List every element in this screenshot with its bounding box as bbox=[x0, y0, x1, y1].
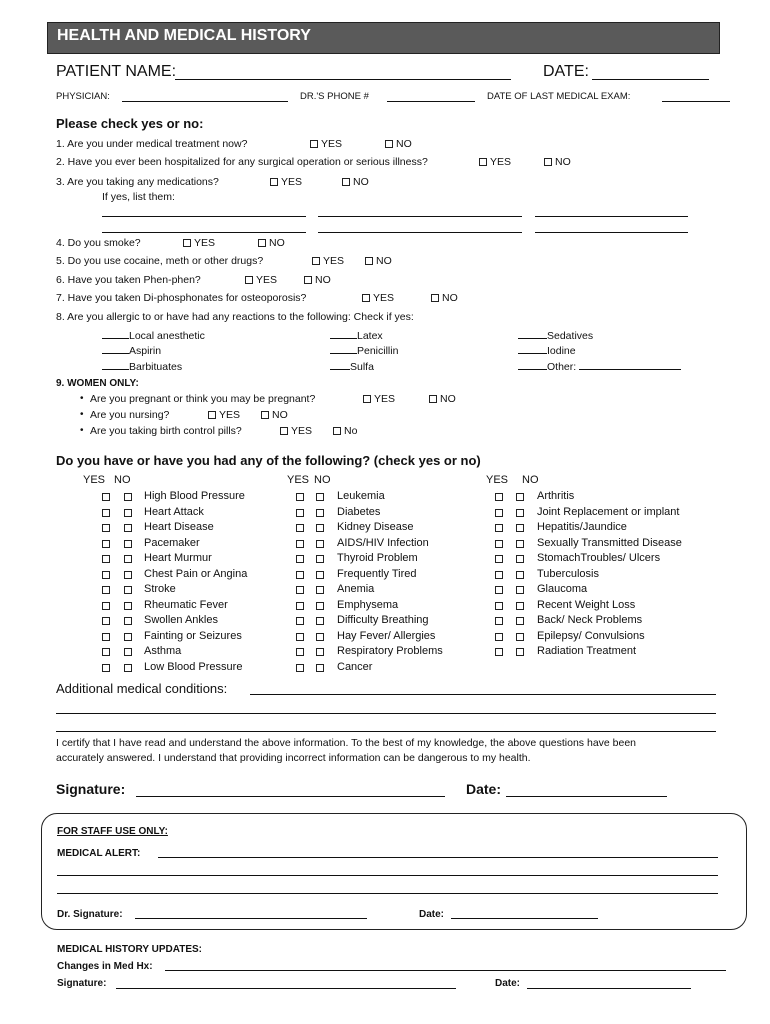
medication-field[interactable] bbox=[318, 216, 522, 217]
question-pregnant: Are you pregnant or think you may be pregnant? bbox=[90, 393, 316, 405]
additional-field[interactable] bbox=[250, 694, 716, 695]
staff-date-label: Date: bbox=[419, 909, 445, 920]
condition-yes-checkbox[interactable] bbox=[296, 540, 304, 548]
condition-yes-checkbox[interactable] bbox=[102, 540, 110, 548]
condition-label: Heart Murmur bbox=[144, 552, 212, 564]
update-signature-label: Signature: bbox=[57, 978, 107, 989]
condition-label: Tuberculosis bbox=[537, 567, 599, 580]
condition-label: Arthritis bbox=[537, 490, 575, 502]
condition-yes-checkbox[interactable] bbox=[495, 540, 503, 548]
q2-yes[interactable]: YES bbox=[479, 156, 511, 168]
birth-control-yes[interactable]: YES bbox=[280, 425, 312, 437]
condition-no-checkbox[interactable] bbox=[124, 633, 132, 641]
condition-no-checkbox[interactable] bbox=[516, 524, 524, 532]
bullet-icon: • bbox=[80, 393, 84, 404]
condition-label: Respiratory Problems bbox=[337, 645, 443, 657]
condition-label: Sexually Transmitted Disease bbox=[537, 536, 682, 549]
checkbox-icon bbox=[304, 276, 312, 284]
col3-no-header: NO bbox=[522, 474, 539, 486]
checkbox-icon bbox=[342, 178, 350, 186]
condition-label: High Blood Pressure bbox=[144, 490, 245, 502]
dr-phone-label: DR.'S PHONE # bbox=[300, 91, 369, 102]
date-label: DATE: bbox=[543, 63, 589, 80]
condition-label: Back/ Neck Problems bbox=[537, 614, 643, 626]
checkbox-icon bbox=[261, 411, 269, 419]
condition-label: Joint Replacement or implant bbox=[537, 505, 680, 518]
staff-heading: FOR STAFF USE ONLY: bbox=[57, 826, 168, 837]
allergy-latex[interactable]: Latex bbox=[330, 330, 383, 342]
patient-name-label: PATIENT NAME: bbox=[56, 63, 177, 80]
condition-label: Asthma bbox=[144, 645, 182, 657]
col3-yes-header: YES bbox=[486, 474, 509, 486]
checkbox-icon bbox=[365, 257, 373, 265]
checkbox-icon bbox=[312, 257, 320, 265]
condition-yes-checkbox[interactable] bbox=[102, 509, 110, 517]
dr-phone-field[interactable] bbox=[387, 101, 475, 102]
condition-label: Kidney Disease bbox=[337, 521, 414, 533]
condition-no-checkbox[interactable] bbox=[124, 509, 132, 517]
allergy-penicillin[interactable]: Penicillin bbox=[330, 345, 398, 357]
medication-field[interactable] bbox=[102, 232, 306, 233]
checkbox-icon bbox=[362, 294, 370, 302]
condition-label: Rheumatic Fever bbox=[144, 598, 228, 611]
q4-no[interactable]: NO bbox=[258, 237, 285, 249]
allergy-other[interactable]: Other: bbox=[518, 361, 681, 373]
condition-label: Diabetes bbox=[337, 505, 381, 518]
condition-label: Fainting or Seizures bbox=[144, 629, 242, 642]
checkbox-icon bbox=[245, 276, 253, 284]
question-2: 2. Have you ever been hospitalized for any surgical operation or serious illness? bbox=[56, 156, 428, 168]
condition-label: Heart Attack bbox=[144, 505, 204, 518]
condition-yes-checkbox[interactable] bbox=[296, 524, 304, 532]
q3-yes[interactable]: YES bbox=[270, 176, 302, 188]
condition-no-checkbox[interactable] bbox=[124, 648, 132, 656]
condition-no-checkbox[interactable] bbox=[124, 571, 132, 579]
q1-yes[interactable]: YES bbox=[310, 138, 342, 150]
additional-field[interactable] bbox=[56, 731, 716, 732]
checkbox-icon bbox=[270, 178, 278, 186]
condition-no-checkbox[interactable] bbox=[516, 540, 524, 548]
condition-label: Anemia bbox=[337, 583, 375, 595]
condition-label: Epilepsy/ Convulsions bbox=[537, 629, 645, 642]
allergy-aspirin[interactable]: Aspirin bbox=[102, 345, 161, 357]
condition-label: AIDS/HIV Infection bbox=[337, 536, 429, 549]
condition-no-checkbox[interactable] bbox=[316, 648, 324, 656]
medical-alert-field[interactable] bbox=[57, 893, 718, 894]
form-title: HEALTH AND MEDICAL HISTORY bbox=[57, 27, 311, 44]
signature-field[interactable] bbox=[136, 796, 445, 797]
checkbox-icon bbox=[479, 158, 487, 166]
condition-yes-checkbox[interactable] bbox=[102, 617, 110, 625]
condition-no-checkbox[interactable] bbox=[316, 524, 324, 532]
condition-label: Emphysema bbox=[337, 598, 399, 611]
bullet-icon: • bbox=[80, 425, 84, 436]
condition-label: Cancer bbox=[337, 660, 373, 673]
condition-no-checkbox[interactable] bbox=[124, 555, 132, 563]
checkbox-icon bbox=[429, 395, 437, 403]
checkbox-icon bbox=[310, 140, 318, 148]
last-exam-field[interactable] bbox=[662, 101, 730, 102]
q6-no[interactable]: NO bbox=[304, 274, 331, 286]
update-date-field[interactable] bbox=[527, 988, 691, 989]
condition-label: Chest Pain or Angina bbox=[144, 567, 248, 580]
condition-no-checkbox[interactable] bbox=[316, 540, 324, 548]
condition-yes-checkbox[interactable] bbox=[102, 648, 110, 656]
medication-field[interactable] bbox=[535, 216, 688, 217]
signature-date-label: Date: bbox=[466, 781, 502, 797]
condition-no-checkbox[interactable] bbox=[516, 648, 524, 656]
condition-no-checkbox[interactable] bbox=[516, 555, 524, 563]
condition-yes-checkbox[interactable] bbox=[102, 555, 110, 563]
condition-label: Low Blood Pressure bbox=[144, 660, 243, 673]
q5-yes[interactable]: YES bbox=[312, 255, 344, 267]
medication-field[interactable] bbox=[318, 232, 522, 233]
check-heading: Please check yes or no: bbox=[56, 116, 204, 131]
question-4: 4. Do you smoke? bbox=[56, 237, 141, 249]
condition-yes-checkbox[interactable] bbox=[102, 524, 110, 532]
form-title-bar bbox=[47, 22, 720, 54]
updates-heading: MEDICAL HISTORY UPDATES: bbox=[57, 944, 203, 955]
condition-label: Hay Fever/ Allergies bbox=[337, 629, 436, 642]
condition-no-checkbox[interactable] bbox=[516, 633, 524, 641]
condition-no-checkbox[interactable] bbox=[516, 509, 524, 517]
condition-label: Pacemaker bbox=[144, 536, 200, 549]
condition-no-checkbox[interactable] bbox=[124, 586, 132, 594]
conditions-heading: Do you have or have you had any of the following? (check yes or no) bbox=[56, 453, 481, 468]
q7-yes[interactable]: YES bbox=[362, 292, 394, 304]
allergy-local-anesthetic[interactable]: Local anesthetic bbox=[102, 330, 205, 342]
question-3: 3. Are you taking any medications? bbox=[56, 176, 219, 188]
certify-line-1: I certify that I have read and understand the above information. To the best of my knowledge, the above questions have been bbox=[56, 737, 637, 749]
pregnant-no[interactable]: NO bbox=[429, 393, 456, 405]
condition-no-checkbox[interactable] bbox=[516, 602, 524, 610]
condition-no-checkbox[interactable] bbox=[124, 540, 132, 548]
condition-no-checkbox[interactable] bbox=[516, 617, 524, 625]
physician-label: PHYSICIAN: bbox=[56, 91, 110, 102]
condition-label: Glaucoma bbox=[537, 583, 588, 595]
q2-no[interactable]: NO bbox=[544, 156, 571, 168]
certify-line-2: accurately answered. I understand that providing incorrect information can be dangerous to my health. bbox=[56, 752, 531, 764]
condition-yes-checkbox[interactable] bbox=[296, 571, 304, 579]
condition-no-checkbox[interactable] bbox=[124, 664, 132, 672]
changes-label: Changes in Med Hx: bbox=[57, 961, 153, 972]
condition-yes-checkbox[interactable] bbox=[495, 524, 503, 532]
allergy-barbituates[interactable]: Barbituates bbox=[102, 361, 182, 373]
condition-no-checkbox[interactable] bbox=[516, 586, 524, 594]
changes-field[interactable] bbox=[165, 970, 726, 971]
condition-yes-checkbox[interactable] bbox=[495, 555, 503, 563]
checkbox-icon bbox=[333, 427, 341, 435]
staff-date-field[interactable] bbox=[451, 918, 598, 919]
bullet-icon: • bbox=[80, 409, 84, 420]
condition-label: Hepatitis/Jaundice bbox=[537, 521, 627, 533]
condition-yes-checkbox[interactable] bbox=[102, 602, 110, 610]
condition-no-checkbox[interactable] bbox=[316, 602, 324, 610]
condition-yes-checkbox[interactable] bbox=[495, 493, 503, 501]
dr-signature-label: Dr. Signature: bbox=[57, 909, 123, 920]
condition-no-checkbox[interactable] bbox=[316, 586, 324, 594]
condition-no-checkbox[interactable] bbox=[124, 602, 132, 610]
condition-no-checkbox[interactable] bbox=[316, 664, 324, 672]
last-exam-label: DATE OF LAST MEDICAL EXAM: bbox=[487, 91, 631, 102]
condition-no-checkbox[interactable] bbox=[124, 617, 132, 625]
condition-yes-checkbox[interactable] bbox=[296, 555, 304, 563]
question-5: 5. Do you use cocaine, meth or other drugs? bbox=[56, 255, 264, 267]
nursing-yes[interactable]: YES bbox=[208, 409, 240, 421]
condition-yes-checkbox[interactable] bbox=[495, 617, 503, 625]
checkbox-icon bbox=[280, 427, 288, 435]
question-nursing: Are you nursing? bbox=[90, 409, 170, 421]
condition-label: Difficulty Breathing bbox=[337, 614, 429, 626]
condition-yes-checkbox[interactable] bbox=[495, 586, 503, 594]
q3-no[interactable]: NO bbox=[342, 176, 369, 188]
condition-yes-checkbox[interactable] bbox=[296, 509, 304, 517]
medical-alert-field[interactable] bbox=[57, 875, 718, 876]
checkbox-icon bbox=[385, 140, 393, 148]
patient-name-field[interactable] bbox=[175, 79, 511, 80]
q6-yes[interactable]: YES bbox=[245, 274, 277, 286]
birth-control-no[interactable]: No bbox=[333, 425, 357, 437]
update-signature-field[interactable] bbox=[116, 988, 456, 989]
condition-label: Stroke bbox=[144, 583, 176, 595]
medical-alert-label: MEDICAL ALERT: bbox=[57, 848, 141, 859]
q5-no[interactable]: NO bbox=[365, 255, 392, 267]
condition-yes-checkbox[interactable] bbox=[296, 586, 304, 594]
condition-no-checkbox[interactable] bbox=[316, 509, 324, 517]
q4-yes[interactable]: YES bbox=[183, 237, 215, 249]
q7-no[interactable]: NO bbox=[431, 292, 458, 304]
nursing-no[interactable]: NO bbox=[261, 409, 288, 421]
col2-yes-header: YES bbox=[287, 474, 310, 486]
condition-label: Leukemia bbox=[337, 490, 385, 502]
medication-field[interactable] bbox=[535, 232, 688, 233]
condition-yes-checkbox[interactable] bbox=[495, 633, 503, 641]
question-6: 6. Have you taken Phen-phen? bbox=[56, 274, 201, 286]
pregnant-yes[interactable]: YES bbox=[363, 393, 395, 405]
condition-no-checkbox[interactable] bbox=[516, 493, 524, 501]
update-date-label: Date: bbox=[495, 978, 521, 989]
condition-yes-checkbox[interactable] bbox=[296, 617, 304, 625]
signature-label: Signature: bbox=[56, 781, 126, 797]
allergy-iodine[interactable]: Iodine bbox=[518, 345, 576, 357]
condition-no-checkbox[interactable] bbox=[316, 571, 324, 579]
condition-yes-checkbox[interactable] bbox=[296, 493, 304, 501]
condition-label: Swollen Ankles bbox=[144, 614, 218, 626]
allergy-sulfa[interactable]: Sulfa bbox=[330, 361, 374, 373]
condition-label: Heart Disease bbox=[144, 521, 214, 533]
condition-yes-checkbox[interactable] bbox=[102, 571, 110, 579]
physician-field[interactable] bbox=[122, 101, 288, 102]
dr-signature-field[interactable] bbox=[135, 918, 367, 919]
checkbox-icon bbox=[363, 395, 371, 403]
condition-no-checkbox[interactable] bbox=[124, 524, 132, 532]
condition-yes-checkbox[interactable] bbox=[495, 648, 503, 656]
condition-yes-checkbox[interactable] bbox=[296, 602, 304, 610]
condition-no-checkbox[interactable] bbox=[316, 555, 324, 563]
condition-yes-checkbox[interactable] bbox=[495, 602, 503, 610]
condition-yes-checkbox[interactable] bbox=[102, 633, 110, 641]
condition-no-checkbox[interactable] bbox=[316, 493, 324, 501]
condition-yes-checkbox[interactable] bbox=[495, 509, 503, 517]
condition-label: Radiation Treatment bbox=[537, 645, 637, 657]
condition-label: Frequently Tired bbox=[337, 567, 417, 580]
women-only-heading: 9. WOMEN ONLY: bbox=[56, 378, 139, 389]
condition-no-checkbox[interactable] bbox=[516, 571, 524, 579]
condition-no-checkbox[interactable] bbox=[316, 633, 324, 641]
medical-alert-field[interactable] bbox=[158, 857, 718, 858]
condition-label: StomachTroubles/ Ulcers bbox=[537, 552, 661, 564]
condition-label: Thyroid Problem bbox=[337, 552, 418, 564]
condition-yes-checkbox[interactable] bbox=[296, 633, 304, 641]
checkbox-icon bbox=[544, 158, 552, 166]
medication-field[interactable] bbox=[102, 216, 306, 217]
question-7: 7. Have you taken Di-phosphonates for osteoporosis? bbox=[56, 292, 307, 304]
condition-yes-checkbox[interactable] bbox=[495, 571, 503, 579]
signature-date-field[interactable] bbox=[506, 796, 667, 797]
condition-label: Recent Weight Loss bbox=[537, 598, 636, 611]
additional-field[interactable] bbox=[56, 713, 716, 714]
col1-yes-header: YES bbox=[83, 474, 106, 486]
condition-yes-checkbox[interactable] bbox=[102, 664, 110, 672]
question-birth-control: Are you taking birth control pills? bbox=[90, 425, 242, 437]
question-8: 8. Are you allergic to or have had any reactions to the following: Check if yes: bbox=[56, 311, 414, 323]
date-field[interactable] bbox=[592, 79, 709, 80]
col2-no-header: NO bbox=[314, 474, 331, 486]
checkbox-icon bbox=[183, 239, 191, 247]
col1-no-header: NO bbox=[114, 474, 131, 486]
question-1: 1. Are you under medical treatment now? bbox=[56, 138, 248, 150]
condition-no-checkbox[interactable] bbox=[316, 617, 324, 625]
condition-yes-checkbox[interactable] bbox=[102, 586, 110, 594]
q3-list-label: If yes, list them: bbox=[102, 191, 175, 203]
condition-yes-checkbox[interactable] bbox=[296, 664, 304, 672]
allergy-sedatives[interactable]: Sedatives bbox=[518, 330, 593, 342]
q1-no[interactable]: NO bbox=[385, 138, 412, 150]
additional-label: Additional medical conditions: bbox=[56, 681, 228, 696]
checkbox-icon bbox=[258, 239, 266, 247]
checkbox-icon bbox=[431, 294, 439, 302]
condition-yes-checkbox[interactable] bbox=[102, 493, 110, 501]
condition-yes-checkbox[interactable] bbox=[296, 648, 304, 656]
condition-no-checkbox[interactable] bbox=[124, 493, 132, 501]
checkbox-icon bbox=[208, 411, 216, 419]
